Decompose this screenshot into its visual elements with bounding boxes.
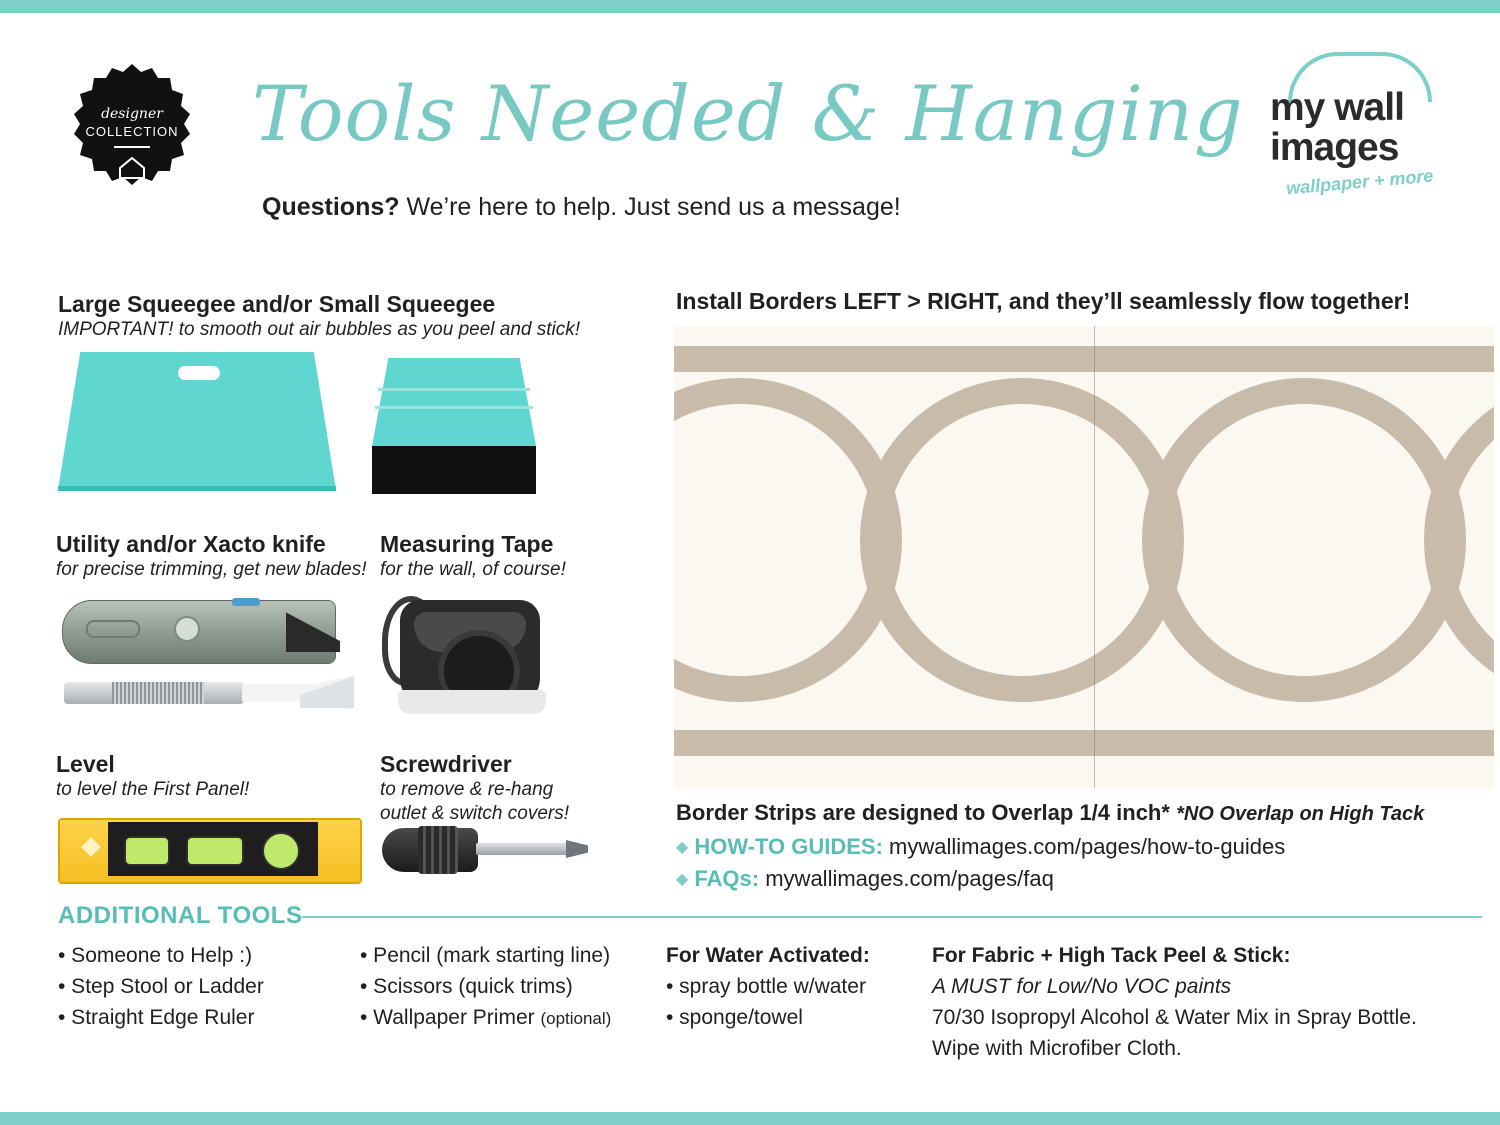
tool-knife <box>56 530 366 582</box>
small-squeegee-line-icon <box>378 388 530 391</box>
subtitle-bold: Questions? <box>262 193 400 221</box>
svg-text:dahl haus: dahl haus <box>101 181 163 197</box>
utility-knife-slider-icon <box>232 598 260 606</box>
subtitle-rest: We’re here to help. Just send us a message! <box>399 193 901 221</box>
list-item-text: • Wallpaper Primer <box>360 1006 541 1029</box>
bottom-accent-bar <box>0 1112 1500 1125</box>
list-item: • Step Stool or Ladder <box>58 975 264 998</box>
list-item: • Pencil (mark starting line) <box>360 944 611 967</box>
level-vial-icon <box>262 832 300 870</box>
list-item: • Scissors (quick trims) <box>360 975 573 998</box>
tool-squeegee <box>58 290 580 342</box>
screwdriver-grip-icon <box>418 826 458 874</box>
additional-tools-heading: ADDITIONAL TOOLS <box>58 902 303 929</box>
border-ring <box>1142 378 1466 702</box>
border-ring <box>1424 378 1494 702</box>
level-vial-icon <box>124 836 170 866</box>
tool-level-title: Level <box>56 751 115 777</box>
list-item: • Straight Edge Ruler <box>58 1006 255 1029</box>
border-band-bottom <box>674 730 1494 756</box>
overlap-main-text: Border Strips are designed to Overlap 1/4 inch* <box>676 800 1170 825</box>
list-item <box>360 1002 611 1034</box>
list-item-note: (optional) <box>540 1009 612 1028</box>
level-vial-icon <box>186 836 244 866</box>
how-to-guides-row[interactable] <box>676 834 1285 860</box>
fabric-high-tack-line2: 70/30 Isopropyl Alcohol & Water Mix in Spray Bottle. <box>932 1006 1417 1029</box>
utility-knife-slot-icon <box>86 620 140 638</box>
brand-name-line2: images <box>1270 126 1399 169</box>
fabric-high-tack-note: A MUST for Low/No VOC paints <box>932 975 1232 998</box>
how-to-guides-url[interactable]: mywallimages.com/pages/how-to-guides <box>889 834 1286 859</box>
diamond-bullet-icon: ◆ <box>676 839 689 856</box>
tool-measuring-tape <box>380 530 566 582</box>
tool-tape-subtitle: for the wall, of course! <box>380 559 566 580</box>
small-squeegee-icon <box>372 358 536 446</box>
tool-screwdriver-title: Screwdriver <box>380 751 512 777</box>
how-to-guides-label: HOW-TO GUIDES: <box>694 834 883 859</box>
overlap-instruction <box>676 800 1424 826</box>
tool-knife-title: Utility and/or Xacto knife <box>56 531 326 557</box>
tool-level <box>56 750 249 802</box>
list-item: • sponge/towel <box>666 1006 803 1029</box>
install-heading: Install Borders LEFT > RIGHT, and they’ll seamlessly flow together! <box>676 288 1411 314</box>
svg-text:COLLECTION: COLLECTION <box>85 124 179 139</box>
tool-level-subtitle: to level the First Panel! <box>56 779 250 800</box>
top-accent-bar <box>0 0 1500 13</box>
small-squeegee-felt-icon <box>372 446 536 494</box>
brand-name-line1: my wall <box>1270 86 1404 129</box>
border-pattern-preview <box>674 326 1494 788</box>
tool-screwdriver <box>380 750 590 826</box>
svg-text:designer: designer <box>101 106 163 122</box>
faqs-row[interactable] <box>676 866 1054 892</box>
additional-column-4 <box>932 940 1417 1064</box>
tool-squeegee-subtitle: IMPORTANT! to smooth out air bubbles as you peel and stick! <box>58 319 581 340</box>
tool-knife-subtitle: for precise trimming, get new blades! <box>56 559 367 580</box>
fabric-high-tack-heading: For Fabric + High Tack Peel & Stick: <box>932 944 1291 967</box>
additional-column-1 <box>58 940 264 1033</box>
faqs-url[interactable]: mywallimages.com/pages/faq <box>765 866 1054 891</box>
fabric-high-tack-line3: Wipe with Microfiber Cloth. <box>932 1037 1182 1060</box>
tool-squeegee-title: Large Squeegee and/or Small Squeegee <box>58 291 496 317</box>
additional-column-3 <box>666 940 870 1033</box>
border-band-top <box>674 346 1494 372</box>
brand-tagline: wallpaper + more <box>1285 165 1435 199</box>
large-squeegee-edge-icon <box>58 486 336 491</box>
faqs-label: FAQs: <box>694 866 760 891</box>
brand-name <box>1270 88 1404 168</box>
screwdriver-tip-icon <box>566 840 588 858</box>
border-ring <box>860 378 1184 702</box>
tool-screwdriver-subtitle: to remove & re-hang outlet & switch covers! <box>380 779 570 824</box>
subtitle <box>262 192 901 222</box>
additional-column-2 <box>360 940 611 1034</box>
border-seam-line <box>1094 326 1095 788</box>
brand-logo <box>1258 48 1458 208</box>
utility-knife-screw-icon <box>174 616 200 642</box>
list-item: • spray bottle w/water <box>666 975 866 998</box>
list-item: • Someone to Help :) <box>58 944 253 967</box>
screwdriver-shaft-icon <box>476 843 570 855</box>
xacto-grip-icon <box>112 682 204 704</box>
small-squeegee-line-icon <box>375 406 533 409</box>
page-title: Tools Needed & Hanging <box>252 69 1244 158</box>
water-activated-heading: For Water Activated: <box>666 944 870 967</box>
designer-collection-badge <box>62 62 202 202</box>
tool-tape-title: Measuring Tape <box>380 531 554 557</box>
measuring-tape-base-icon <box>398 690 546 714</box>
overlap-note-text: *NO Overlap on High Tack <box>1176 803 1425 825</box>
large-squeegee-hole-icon <box>178 366 220 380</box>
additional-tools-divider <box>302 916 1482 918</box>
diamond-bullet-icon: ◆ <box>676 871 689 888</box>
